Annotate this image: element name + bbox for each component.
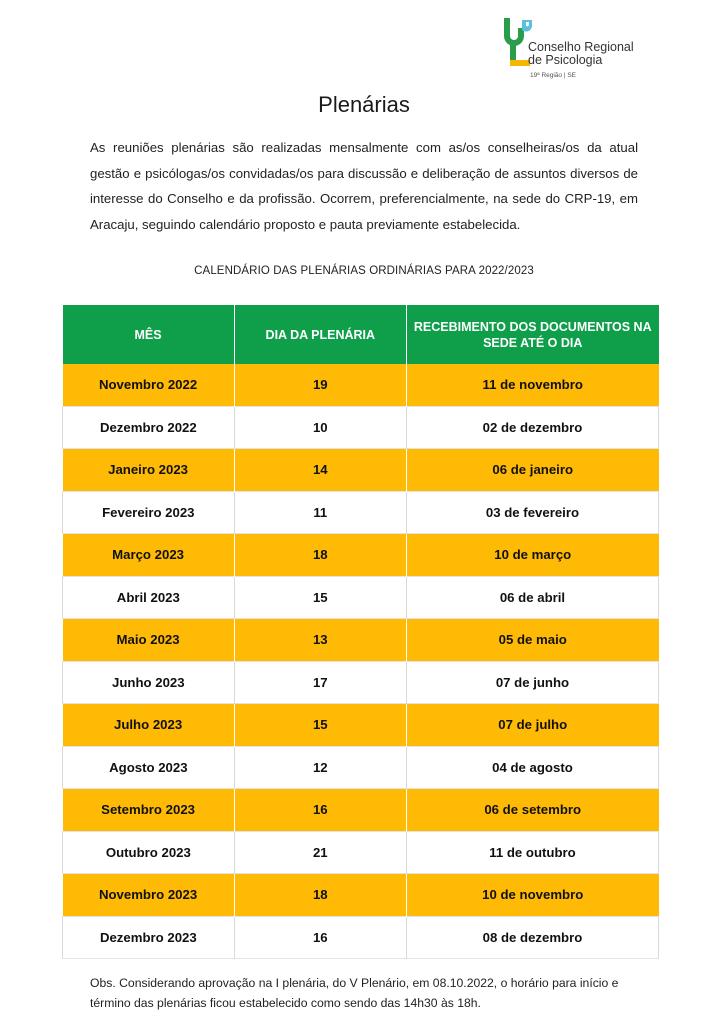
cell-month: Dezembro 2023: [63, 916, 235, 959]
logo-line-1: Conselho Regional: [528, 40, 634, 54]
table-row: [63, 534, 659, 577]
table-row: [63, 704, 659, 747]
cell-month: Junho 2023: [63, 661, 235, 704]
table-row: [63, 364, 659, 406]
crp-logo: [502, 16, 642, 96]
table-row: [63, 746, 659, 789]
cell-deadline: 10 de novembro: [406, 874, 658, 917]
cell-deadline: 07 de junho: [406, 661, 658, 704]
cell-deadline: 11 de novembro: [406, 364, 658, 406]
cell-month: Outubro 2023: [63, 831, 235, 874]
cell-deadline: 10 de março: [406, 534, 658, 577]
cell-month: Fevereiro 2023: [63, 491, 235, 534]
cell-month: Maio 2023: [63, 619, 235, 662]
table-row: [63, 491, 659, 534]
cell-deadline: 06 de setembro: [406, 789, 658, 832]
calendar-caption: CALENDÁRIO DAS PLENÁRIAS ORDINÁRIAS PARA 2022/2023: [194, 265, 534, 277]
cell-month: Julho 2023: [63, 704, 235, 747]
intro-paragraph: As reuniões plenárias são realizadas mensalmente com as/os conselheiras/os da atual gestão e psicólogas/os convidadas/os para discussão e deliberação de assuntos diversos de interesse do Conselho e da profissão. Ocorrem, preferencialmente, na sede do CRP-19, em Aracaju, seguindo calendário proposto e pauta previamente estabelecida.: [90, 140, 638, 232]
cell-plenary-day: 10: [234, 406, 406, 449]
cell-deadline: 08 de dezembro: [406, 916, 658, 959]
table-row: [63, 406, 659, 449]
cell-month: Dezembro 2022: [63, 406, 235, 449]
table-header-row: [63, 305, 659, 364]
table-body: [63, 364, 659, 959]
footnote: Obs. Considerando aprovação na I plenária, do V Plenário, em 08.10.2022, o horário para início e término das plenárias ficou estabelecido como sendo das 14h30 às 18h.: [90, 976, 619, 1010]
cell-deadline: 04 de agosto: [406, 746, 658, 789]
table-row: [63, 789, 659, 832]
cell-deadline: 06 de abril: [406, 576, 658, 619]
cell-month: Janeiro 2023: [63, 449, 235, 492]
table-row: [63, 576, 659, 619]
cell-deadline: 11 de outubro: [406, 831, 658, 874]
cell-month: Novembro 2022: [63, 364, 235, 406]
cell-plenary-day: 21: [234, 831, 406, 874]
cell-plenary-day: 13: [234, 619, 406, 662]
cell-plenary-day: 15: [234, 576, 406, 619]
cell-deadline: 06 de janeiro: [406, 449, 658, 492]
plenary-calendar-table: [62, 305, 659, 959]
cell-deadline: 02 de dezembro: [406, 406, 658, 449]
cell-plenary-day: 18: [234, 534, 406, 577]
cell-deadline: 07 de julho: [406, 704, 658, 747]
cell-plenary-day: 16: [234, 916, 406, 959]
table-row: [63, 874, 659, 917]
header-month: MÊS: [63, 305, 235, 364]
cell-month: Março 2023: [63, 534, 235, 577]
cell-plenary-day: 11: [234, 491, 406, 534]
cell-month: Abril 2023: [63, 576, 235, 619]
cell-plenary-day: 12: [234, 746, 406, 789]
header-document-deadline: RECEBIMENTO DOS DOCUMENTOS NA SEDE ATÉ O DIA: [406, 305, 658, 364]
header-plenary-day: DIA DA PLENÁRIA: [234, 305, 406, 364]
logo-text: [528, 41, 634, 82]
cell-plenary-day: 19: [234, 364, 406, 406]
table-row: [63, 916, 659, 959]
table-row: [63, 831, 659, 874]
cell-plenary-day: 15: [234, 704, 406, 747]
page-title: Plenárias: [318, 92, 410, 117]
table-row: [63, 449, 659, 492]
cell-plenary-day: 18: [234, 874, 406, 917]
cell-month: Novembro 2023: [63, 874, 235, 917]
cell-month: Setembro 2023: [63, 789, 235, 832]
table-row: [63, 619, 659, 662]
logo-region: 19ª Região | SE: [530, 72, 577, 79]
cell-plenary-day: 17: [234, 661, 406, 704]
cell-deadline: 03 de fevereiro: [406, 491, 658, 534]
logo-line-2: de Psicologia: [528, 53, 603, 67]
table-row: [63, 661, 659, 704]
cell-deadline: 05 de maio: [406, 619, 658, 662]
cell-month: Agosto 2023: [63, 746, 235, 789]
cell-plenary-day: 14: [234, 449, 406, 492]
cell-plenary-day: 16: [234, 789, 406, 832]
